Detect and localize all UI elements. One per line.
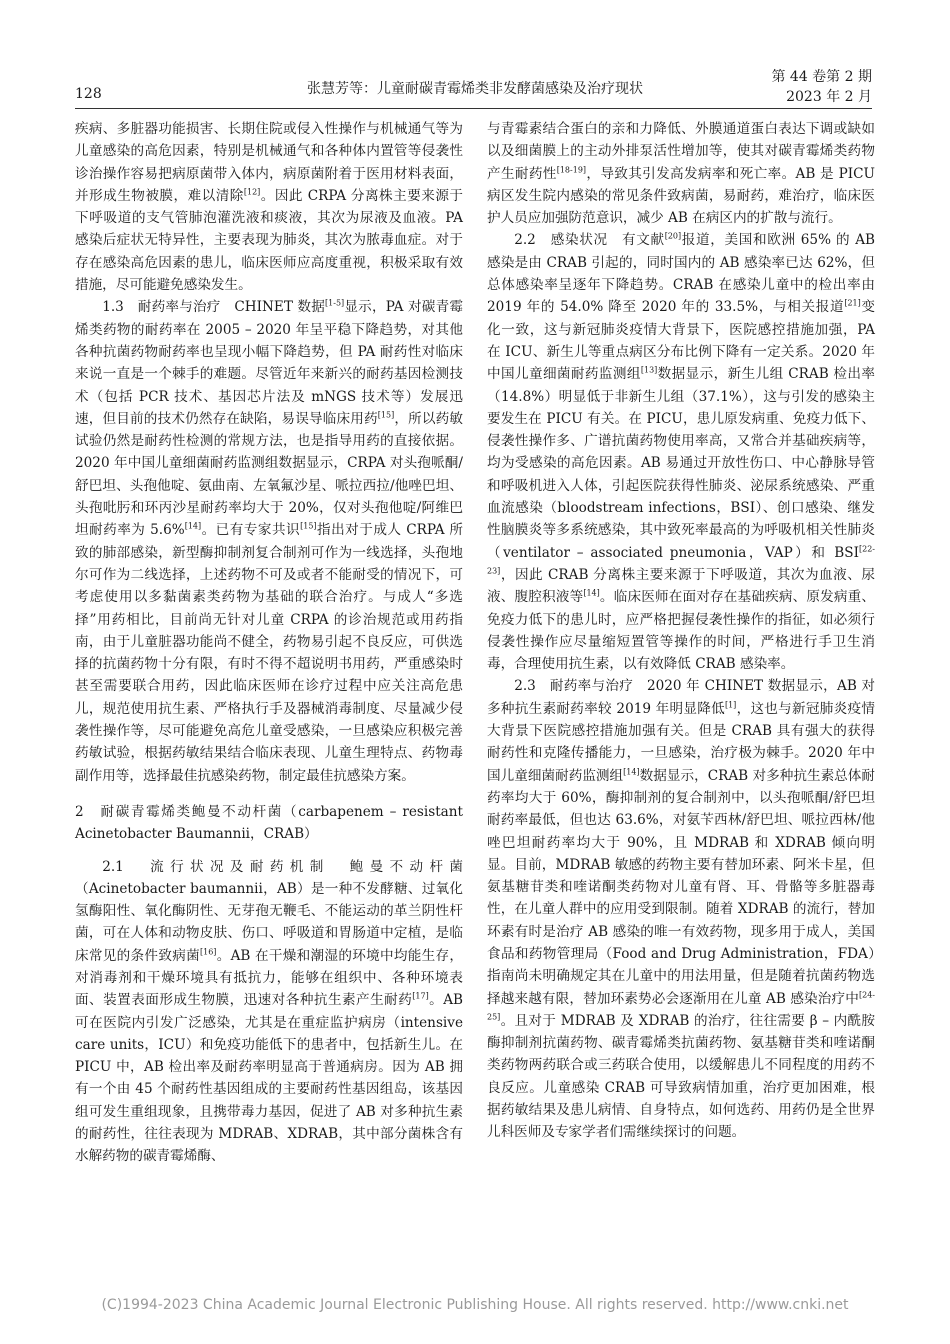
paragraph-text: ，导致其引发高发病率和死亡率。AB 是 PICU 病区发生院内感染的常见条件致病菌，易耐药，难治疗，临床医护人员应加强防范意识，减少 AB 在病区内的扩散与流行。 [487,165,875,227]
paragraph-text: 。AB 在干燥和潮湿的环境中均能生存，对消毒剂和干燥环境具有抵抗力，能够在组织中、各种环境表面、装置表面形成生物膜，迅速对各种抗生素产生耐药 [75,947,463,1009]
body-paragraph [487,229,875,675]
paragraph-text: ，所以药敏试验仍然是耐药性检测的常规方法，也是指导用药的直接依据。2020 年中国儿童细菌耐药监测组数据显示，CRPA 对头孢哌酮/舒巴坦、头孢他啶、氨曲南、左氧氟沙星、哌拉西拉/他唑巴坦、头孢吡肟和环丙沙星耐药率均大于 20%，仅对头孢他啶/阿维巴坦耐药率为 5.6% [75,410,463,539]
paragraph-text: 。AB 可在医院内引发广泛感染，尤其是在重症监护病房（intensive care units，ICU）和免疫功能低下的患者中，包括新生儿。在 PICU 中，AB 检出率及耐药率明显高于普通病房。因为 AB 拥有一个由 45 个耐药性基因组成的主要耐药性基因组岛，该基因组可发生重组现象，且携带毒力基因，促进了 AB 对多种抗生素的耐药性，往往表现为 MDRAB、XDRAB，其中部分菌株含有水解药物的碳青霉烯酶、 [75,992,464,1165]
paragraph-text: 显示，PA 对碳青霉烯类药物的耐药率在 2005 – 2020 年呈平稳下降趋势，对其他各种抗菌药物耐药率也呈现小幅下降趋势，但 PA 耐药性对临床来说一直是一个棘手的难题。尽管近年来新兴的耐药基因检测技术（包括 PCR 技术、基因芯片法及 mNGS 技术等）发展迅速，但目前的技术仍然存在缺陷，易误导临床用药 [75,299,463,427]
paragraph-text: 2.1 流行状况及耐药机制 鲍曼不动杆菌（Acinetobacter baumannii，AB）是一种不发酵糖、过氧化氢酶阳性、氧化酶阴性、无芽孢无鞭毛、不能运动的革兰阴性杆菌，可在人体和动物皮肤、伤口、呼吸道和胃肠道中定植，是临床常见的条件致病菌 [75,858,463,964]
paragraph-text: 。且对于 MDRAB 及 XDRAB 的治疗，往往需要 β – 内酰胺酶抑制剂抗菌药物、碳青霉烯类抗菌药物、氨基糖苷类和喹诺酮类药物两药联合或三药联合使用，以缓解患儿不同程度的用药不良反应。儿童感染 CRAB 可导致病情加重，治疗更加困难，根据药敏结果及患儿病情、自身特点，如何选药、用药仍是全世界儿科医师及专家学者们需继续探讨的问题。 [487,1012,875,1141]
citation-ref: [12] [243,187,261,197]
paragraph-text: 数据显示，新生儿组 CRAB 检出率（14.8%）明显低于非新生儿组（37.1%），这与引发的感染主要发生在 PICU 有关。在 PICU，患儿原发病重、免疫力低下、侵袭性操作多、广谱抗菌药物使用率高，又常合并基础疾病等，均为受感染的高危因素。AB 易通过开放性伤口、中心静脉导管和呼吸机进入人体，引起医院获得性肺炎、泌尿系统感染、严重血流感染（bloodstream infections，BSI）、创口感染、继发性脑膜炎等多系统感染，其中致死率最高的为呼吸机相关性肺炎（ventilator – associated pneumonia，VAP）和 BSI [487,366,875,561]
citation-ref: [15] [377,410,395,420]
citation-ref: [14] [623,767,640,777]
citation-ref: [15] [300,521,317,531]
citation-ref: [1] [724,700,737,710]
body-paragraph [487,118,875,229]
copyright-footer: (C)1994-2023 China Academic Journal Electronic Publishing House. All rights reserved. http://www.cnki.net [101,1297,849,1313]
right-column [487,118,875,1144]
paragraph-text: 1.3 耐药率与治疗 CHINET 数据 [102,299,326,316]
body-paragraph [75,296,463,787]
paragraph-text: ，因此 CRAB 分离株主要来源于下呼吸道，其次为血液、尿液、腹腔积液等 [487,566,875,606]
paragraph-text: 。已有专家共识 [201,522,301,539]
citation-ref: [24-25] [487,990,875,1022]
paragraph-text: 变化一致，这与新冠肺炎疫情大背景下，医院感控措施加强，PA 在 ICU、新生儿等重点病区分布比例下降有一定关系。2020 年中国儿童细菌耐药监测组 [487,299,876,383]
header-rule [75,108,872,109]
citation-ref: [20] [664,231,682,241]
paragraph-text: 指出对于成人 CRPA 所致的肺部感染，新型酶抑制剂复合制剂可作为一线选择，头孢地尔可作为二线选择，上述药物不可及或者不能耐受的情况下，可考虑使用以多黏菌素类药物为基础的联合治疗。与成人“多选择”用药相比，目前尚无针对儿童 CRPA 的诊治规范或用药指南，由于儿童脏器功能尚不健全，药物易引起不良反应，可供选择的抗菌药物十分有限，有时不得不超说明书用药，严重感染时甚至需要联合用药，因此临床医师在诊疗过程中应关注高危患儿，规范使用抗生素、严格执行手及器械消毒制度、尽量减少侵袭性操作等，尽可能避免高危儿童受感染，一旦感染应积极完善药敏试验，根据药敏结果结合临床表现、儿童生理特点、药物毒副作用等，选择最佳抗感染药物，制定最佳抗感染方案。 [75,522,464,784]
running-title: 张慧芳等：儿童耐碳青霉烯类非发酵菌感染及治疗现状 [307,81,643,97]
section-heading [75,801,463,846]
body-paragraph [75,118,463,296]
citation-ref: [18-19] [556,165,587,175]
citation-ref: [14] [583,588,600,598]
volume-issue: 第 44 卷第 2 期 [771,69,872,85]
page-number: 128 [75,86,102,102]
paragraph-text: 2 耐碳青霉烯类鲍曼不动杆菌（carbapenem – resistant Acinetobacter Baumannii，CRAB） [75,803,463,843]
paragraph-text: 2.3 耐药率与治疗 2020 年 CHINET 数据显示，AB 对多种抗生素耐药率较 2019 年明显降低 [487,678,875,717]
issue-date: 2023 年 2 月 [786,89,872,105]
body-paragraph [75,856,463,1168]
paragraph-text: 。因此 CRPA 分离株主要来源于下呼吸道的支气管肺泡灌洗液和痰液，其次为尿液及血液。PA 感染后症状无特异性，主要表现为肺炎，其次为脓毒血症。对于存在感染高危因素的患儿，临床医师应高度重视，积极采取有效措施，尽可能避免感染发生。 [75,187,464,294]
paragraph-text: 。临床医师在面对存在基础疾病、原发病重、免疫力低下的患儿时，应严格把握侵袭性操作的指征，如必须行侵袭性操作应尽量缩短置管等操作的时间，严格进行手卫生消毒，合理使用抗生素，以有效降低 CRAB 感染率。 [487,589,876,673]
paragraph-text: 与青霉素结合蛋白的亲和力降低、外膜通道蛋白表达下调或缺如以及细菌膜上的主动外排泵活性增加等，使其对碳青霉烯类药物产生耐药性 [487,121,875,182]
citation-ref: [22-23] [487,544,875,576]
paragraph-text: 报道，美国和欧洲 65% 的 AB 感染是由 CRAB 引起的，同时国内的 AB 感染率已达 62%，但总体感染率呈逐年下降趋势。CRAB 在感染儿童中的检出率由 2019 年的 54.0% 降至 2020 年的 33.5%，与相关报道 [487,232,875,316]
paragraph-text: ，这也与新冠肺炎疫情大背景下医院感控措施加强有关。但是 CRAB 具有强大的获得耐药性和克隆传播能力，一旦感染，治疗极为棘手。2020 年中国儿童细菌耐药监测组 [487,700,875,784]
citation-ref: [14] [184,521,202,531]
body-paragraph [487,675,875,1143]
issue-info [771,67,872,107]
citation-ref: [21] [844,298,861,308]
citation-ref: [13] [640,365,658,375]
paragraph-text: 数据显示，CRAB 对多种抗生素总体耐药率均大于 60%，酶抑制剂的复合制剂中，以头孢哌酮/舒巴坦耐药率最低，但也达 63.6%，对氨苄西林/舒巴坦、哌拉西林/他唑巴坦耐药率均大于 90%，且 MDRAB 和 XDRAB 倾向明显。目前，MDRAB 敏感的药物主要有替加环素、阿米卡星，但氨基糖苷类和喹诺酮类药物对儿童有肾、耳、骨骼等多脏器毒性，在儿童人群中的应用受到限制。随着 XDRAB 的流行，替加环素有时是治疗 AB 感染的唯一有效药物，现多用于成人，美国食品和药物管理局（Food and Drug Administration，FDA）指南尚未明确规定其在儿童中的用法用量，但是随着抗菌药物选择越来越有限，替加环素势必会逐渐用在儿童 AB 感染治疗中 [487,767,876,1007]
citation-ref: [17] [412,991,429,1001]
paragraph-text: 疾病、多脏器功能损害、长期住院或侵入性操作与机械通气等为儿童感染的高危因素，特别是机械通气和各种体内置管等侵袭性诊治操作容易把病原菌带入体内，病原菌附着于医用材料表面，并形成生物被膜，难以清除 [75,121,463,204]
citation-ref: [16] [199,947,217,957]
paragraph-text: 2.2 感染状况 有文献 [514,232,665,249]
left-column [75,118,463,1168]
page-header [0,0,950,110]
citation-ref: [1-5] [325,298,345,308]
